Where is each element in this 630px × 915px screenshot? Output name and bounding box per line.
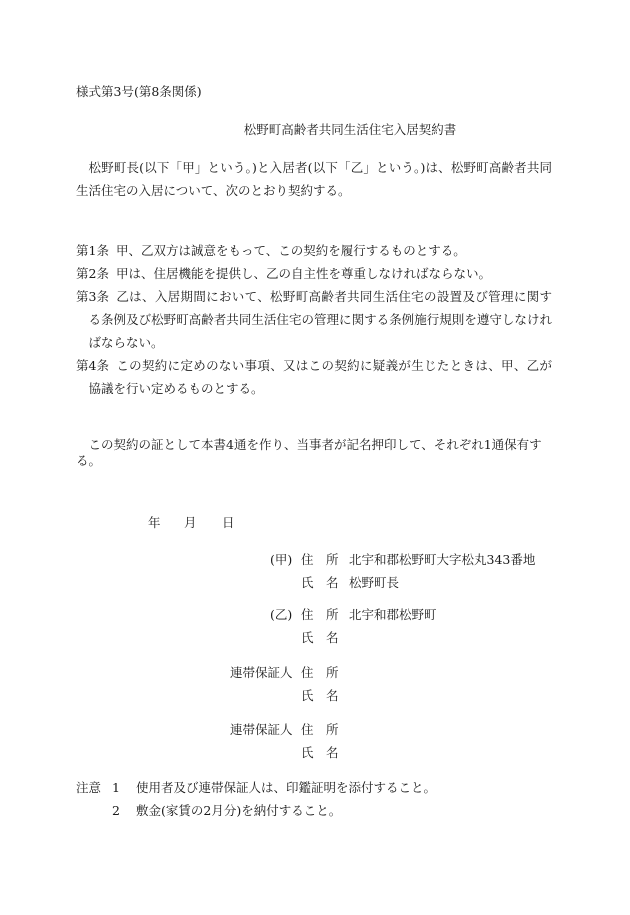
note-text: 使用者及び連帯保証人は、印鑑証明を添付すること。 bbox=[136, 780, 437, 795]
article-number: 第3条 bbox=[76, 289, 109, 304]
date-line bbox=[148, 515, 235, 531]
article-4 bbox=[76, 354, 552, 400]
address-label: 住 所 bbox=[301, 552, 339, 567]
name-value: 松野町長 bbox=[349, 575, 400, 590]
note-item-2 bbox=[76, 799, 556, 822]
article-1 bbox=[76, 239, 552, 262]
name-label: 氏 名 bbox=[301, 575, 339, 590]
address-label: 住 所 bbox=[301, 665, 339, 680]
articles-list bbox=[76, 239, 552, 400]
name-label: 氏 名 bbox=[301, 745, 339, 760]
name-label: 氏 名 bbox=[301, 688, 339, 703]
party-ko-tag: (甲) bbox=[270, 552, 293, 567]
article-text: 甲は、住居機能を提供し、乙の自主性を尊重しなければならない。 bbox=[116, 266, 492, 281]
address-label: 住 所 bbox=[301, 607, 339, 622]
date-month: 月 bbox=[184, 515, 197, 530]
article-number: 第1条 bbox=[76, 243, 109, 258]
guarantor-1-tag: 連帯保証人 bbox=[230, 665, 293, 680]
address-label: 住 所 bbox=[301, 722, 339, 737]
article-text: 甲、乙双方は誠意をもって、この契約を履行するものとする。 bbox=[116, 243, 466, 258]
date-year: 年 bbox=[148, 515, 161, 530]
guarantor-1 bbox=[301, 661, 337, 707]
notes-section bbox=[76, 776, 556, 822]
notes-heading: 注意 bbox=[76, 780, 102, 795]
article-number: 第4条 bbox=[76, 358, 109, 373]
address-value: 北宇和郡松野町大字松丸343番地 bbox=[349, 552, 536, 567]
form-number: 様式第3号(第8条関係) bbox=[76, 84, 202, 99]
intro-paragraph: 松野町長(以下「甲」という。)と入居者(以下「乙」という。)は、松野町高齢者共同生活住宅の入居について、次のとおり契約する。 bbox=[76, 160, 552, 198]
note-text: 敷金(家賃の2月分)を納付すること。 bbox=[136, 803, 342, 818]
note-number: 2 bbox=[112, 803, 120, 818]
guarantor-2-tag: 連帯保証人 bbox=[230, 722, 293, 737]
article-number: 第2条 bbox=[76, 266, 109, 281]
article-3 bbox=[76, 285, 552, 354]
document-title: 松野町高齢者共同生活住宅入居契約書 bbox=[243, 122, 457, 137]
party-ko bbox=[301, 548, 535, 594]
article-2 bbox=[76, 262, 552, 285]
date-day: 日 bbox=[222, 515, 235, 530]
article-text: この契約に定めのない事項、又はこの契約に疑義が生じたときは、甲、乙が協議を行い定めるものとする。 bbox=[88, 358, 552, 396]
note-number: 1 bbox=[112, 780, 120, 795]
closing-statement: この契約の証として本書4通を作り、当事者が記名押印して、それぞれ1通保有する。 bbox=[76, 437, 542, 468]
address-value: 北宇和郡松野町 bbox=[349, 607, 437, 622]
article-text: 乙は、入居期間において、松野町高齢者共同生活住宅の設置及び管理に関する条例及び松野町高齢者共同生活住宅の管理に関する条例施行規則を遵守しなければならない。 bbox=[88, 289, 552, 350]
party-otsu bbox=[301, 603, 437, 649]
party-otsu-tag: (乙) bbox=[270, 607, 293, 622]
guarantor-2 bbox=[301, 718, 337, 764]
name-label: 氏 名 bbox=[301, 630, 339, 645]
note-item-1 bbox=[76, 776, 556, 799]
